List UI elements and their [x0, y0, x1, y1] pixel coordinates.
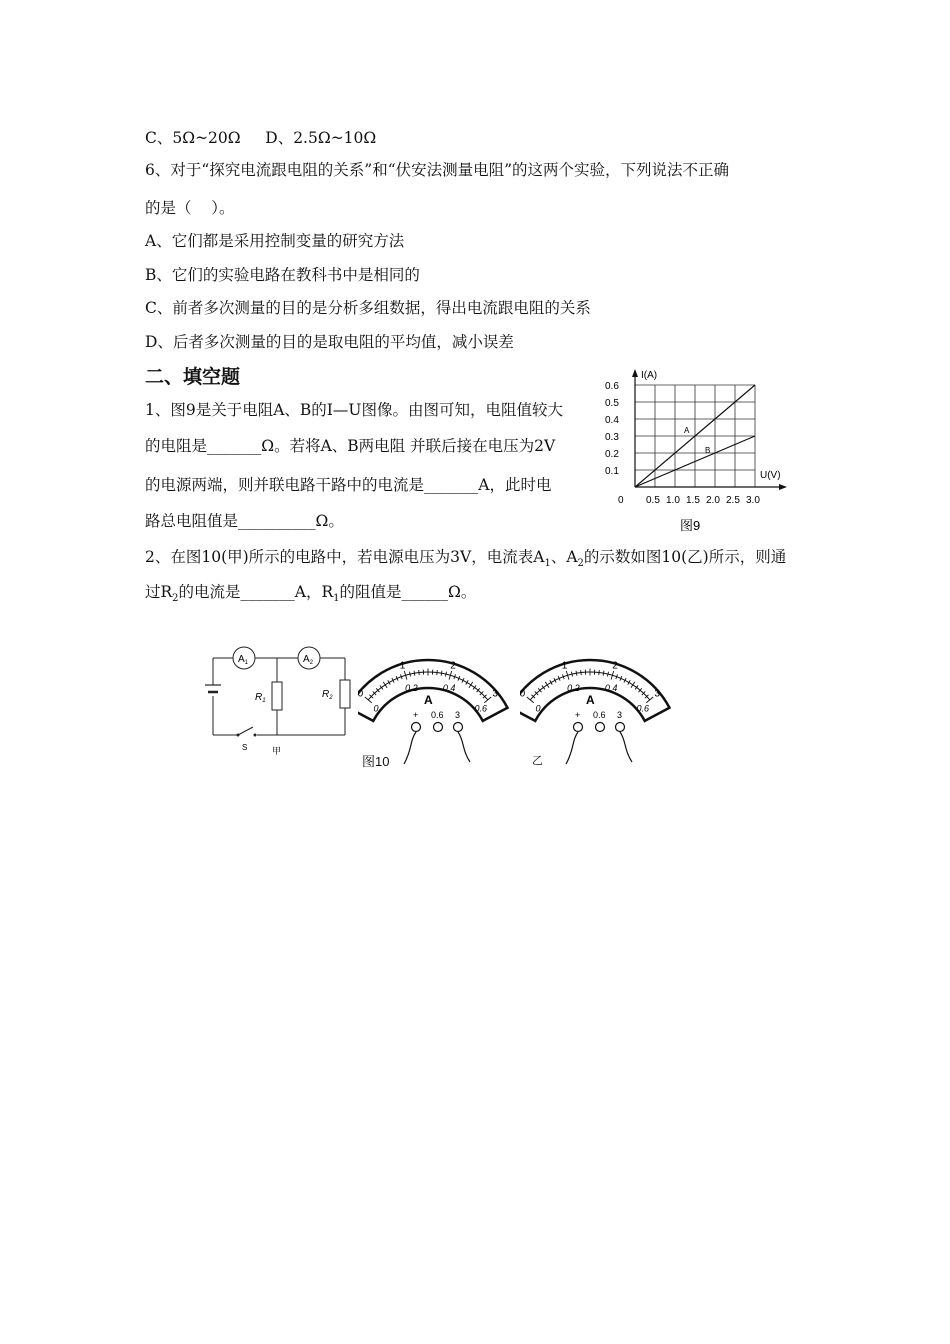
top-scale-label: 0	[358, 688, 364, 700]
bottom-scale-label: 0	[535, 703, 541, 714]
terminal-label: 3	[455, 710, 461, 720]
bottom-scale-label: 0.2	[405, 682, 418, 693]
figure-yi-label: 乙	[532, 754, 543, 767]
x-tick-label: 3.0	[746, 495, 760, 506]
question-6-option-c: C、前者多次测量的目的是分析多组数据，得出电流跟电阻的关系	[145, 299, 591, 317]
terminal-post	[574, 723, 583, 732]
x-tick-label: 2.5	[726, 495, 740, 506]
bottom-scale-label: 0.6	[636, 703, 650, 714]
terminal-label: +	[575, 710, 581, 720]
fill-1-line1: 1、图9是关于电阻A、B的I—U图像。由图可知，电阻值较大	[145, 401, 563, 419]
section-heading: 二、填空题	[145, 366, 241, 388]
switch-contact	[254, 734, 257, 737]
terminal-label: 3	[617, 710, 623, 720]
terminal-label: 0.6	[593, 710, 606, 720]
series-label-b: B	[705, 446, 711, 455]
meter-unit-label: A	[424, 693, 433, 707]
meter-unit-label: A	[586, 693, 595, 707]
question-6-option-d: D、后者多次测量的目的是取电阻的平均值，减小误差	[145, 333, 514, 351]
wire-right	[620, 732, 632, 762]
top-scale-label: 3	[492, 688, 498, 700]
top-scale-label: 2	[612, 660, 618, 672]
top-scale-label: 2	[450, 660, 456, 672]
origin-label: 0	[618, 495, 624, 506]
fill-2-line2: 过$R_2$的电流是_______A，$R_1$的阻值是______Ω。	[145, 583, 477, 605]
bottom-scale-label: 0	[373, 703, 379, 714]
x-tick-label: 1.5	[686, 495, 700, 506]
ammeter-dial-2	[520, 640, 680, 770]
figure-10-caption: 图10	[362, 754, 390, 769]
top-scale-label: 1	[561, 660, 568, 672]
terminal-post	[434, 723, 443, 732]
option-c-d: C、5Ω~20Ω D、2.5Ω~10Ω	[145, 129, 377, 147]
wire-left	[404, 732, 416, 764]
wire-right	[458, 732, 470, 762]
x-tick-label: 0.5	[646, 495, 660, 506]
x-axis-arrow	[779, 484, 787, 490]
terminal-post	[454, 723, 463, 732]
figure-9-caption: 图9	[680, 518, 701, 533]
scale-tick	[581, 670, 582, 675]
question-6-line2: 的是（ ）。	[145, 199, 235, 217]
ammeter-a2-label: $A_2$	[303, 654, 314, 666]
figure-10-circuit	[205, 640, 355, 765]
fill-2-line1: 2、在图10(甲)所示的电路中，若电源电压为3V，电流表$A_1$、$A_2$的示数如图10(乙)所示，则通	[145, 548, 787, 570]
bottom-scale-label: 0.2	[567, 682, 580, 693]
x-axis-label: U(V)	[760, 470, 781, 481]
y-axis-arrow	[632, 369, 638, 377]
top-scale-label: 1	[399, 660, 406, 672]
ammeter-dial-1	[358, 640, 518, 770]
terminal-post	[596, 723, 605, 732]
figure-jia-label: 甲	[272, 746, 282, 756]
bottom-scale-label: 0.4	[442, 682, 456, 693]
wire-left	[566, 732, 578, 764]
fill-1-line2: 的电阻是_______Ω。若将A、B两电阻 并联后接在电压为2V	[145, 437, 556, 455]
bottom-scale-label: 0.4	[604, 682, 618, 693]
figure-9-chart	[600, 365, 800, 535]
question-6-option-b: B、它们的实验电路在教科书中是相同的	[145, 266, 420, 284]
fill-1-line4: 路总电阻值是__________Ω。	[145, 512, 344, 530]
series-label-a: A	[684, 426, 690, 435]
terminal-label: +	[413, 710, 419, 720]
resistor-r2-label: $R_2$	[322, 689, 333, 701]
ammeter-a1-label: $A_1$	[238, 654, 249, 666]
terminal-post	[616, 723, 625, 732]
y-tick-label: 0.3	[605, 432, 619, 443]
switch-label: S	[242, 743, 248, 752]
resistor-r1-label: $R_1$	[255, 692, 266, 704]
scale-tick	[599, 670, 600, 675]
x-tick-label: 1.0	[666, 495, 680, 506]
y-tick-label: 0.6	[605, 381, 619, 392]
y-tick-labels	[605, 381, 619, 477]
terminal-post	[412, 723, 421, 732]
y-tick-label: 0.2	[605, 449, 619, 460]
switch-pivot	[237, 734, 240, 737]
fill-1-line3: 的电源两端，则并联电路干路中的电流是_______A，此时电	[145, 476, 552, 494]
resistor-r1-symbol	[272, 682, 282, 710]
bottom-scale-label: 0.6	[474, 703, 488, 714]
terminal-label: 0.6	[431, 710, 444, 720]
y-tick-label: 0.4	[605, 415, 619, 426]
top-scale-label: 0	[520, 688, 526, 700]
resistor-r2-symbol	[340, 680, 350, 708]
x-tick-labels	[646, 495, 760, 506]
y-tick-label: 0.1	[605, 466, 619, 477]
y-tick-label: 0.5	[605, 398, 619, 409]
x-tick-label: 2.0	[706, 495, 720, 506]
scale-tick	[419, 670, 420, 675]
top-scale-label: 3	[654, 688, 660, 700]
scale-tick	[437, 670, 438, 675]
question-6-line1: 6、对于“探究电流跟电阻的关系”和“伏安法测量电阻”的这两个实验，下列说法不正确	[145, 161, 730, 179]
y-axis-label: I(A)	[641, 370, 658, 381]
question-6-option-a: A、它们都是采用控制变量的研究方法	[145, 232, 405, 250]
